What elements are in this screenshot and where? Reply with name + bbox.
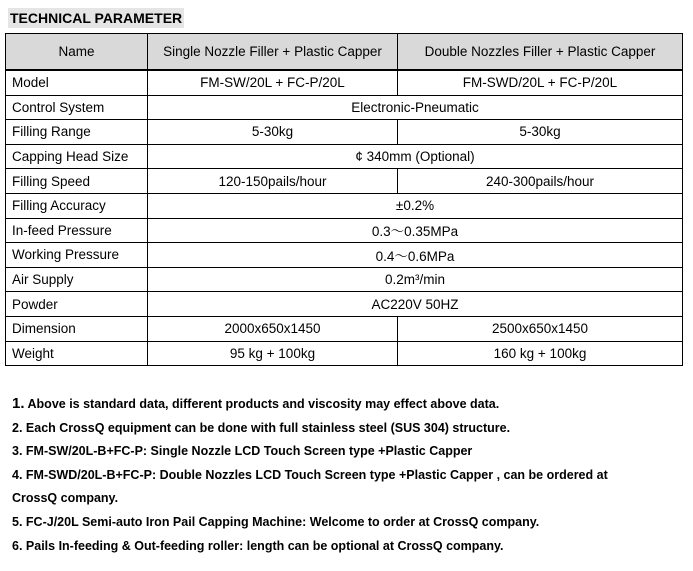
technical-parameter-table <box>5 33 683 366</box>
row-label: Filling Accuracy <box>6 193 148 218</box>
note-item <box>12 440 682 464</box>
row-label: Working Pressure <box>6 243 148 268</box>
row-label: Filling Speed <box>6 169 148 194</box>
value-double: 2500x650x1450 <box>398 316 683 341</box>
note-number: 5. <box>12 514 23 529</box>
header-name: Name <box>6 34 148 71</box>
value-shared: 0.2m³/min <box>148 267 683 292</box>
note-text: FC-J/20L Semi-auto Iron Pail Capping Machine: Welcome to order at CrossQ company. <box>22 514 540 529</box>
note-text: FM-SWD/20L-B+FC-P: Double Nozzles LCD Touch Screen type +Plastic Capper , can be ordered at <box>22 467 608 482</box>
header-double: Double Nozzles Filler + Plastic Capper <box>398 34 683 71</box>
value-double: 240-300pails/hour <box>398 169 683 194</box>
table-row-air-supply <box>6 267 683 292</box>
table-row-filling-speed <box>6 169 683 194</box>
value-double: 160 kg + 100kg <box>398 341 683 366</box>
value-single: FM-SW/20L + FC-P/20L <box>148 70 398 95</box>
note-item <box>12 392 682 417</box>
row-label: Dimension <box>6 316 148 341</box>
row-label: Model <box>6 70 148 95</box>
note-item <box>12 535 682 559</box>
row-label: Weight <box>6 341 148 366</box>
value-single: 95 kg + 100kg <box>148 341 398 366</box>
table-row-filling-accuracy <box>6 193 683 218</box>
table-row-infeed-pressure <box>6 218 683 243</box>
note-text: Above is standard data, different products and viscosity may effect above data. <box>24 397 500 411</box>
table-row-weight <box>6 341 683 366</box>
table-row-model <box>6 70 683 95</box>
value-single: 2000x650x1450 <box>148 316 398 341</box>
notes-list <box>12 392 682 558</box>
value-double: FM-SWD/20L + FC-P/20L <box>398 70 683 95</box>
note-item <box>12 464 682 488</box>
value-shared: 0.3～0.35MPa <box>148 218 683 243</box>
note-text: Pails In-feeding & Out-feeding roller: length can be optional at CrossQ company. <box>22 538 504 553</box>
value-single: 120-150pails/hour <box>148 169 398 194</box>
note-text: FM-SW/20L-B+FC-P: Single Nozzle LCD Touch Screen type +Plastic Capper <box>22 444 473 459</box>
note-number: 6. <box>12 538 23 553</box>
note-continuation: CrossQ company. <box>12 491 119 506</box>
table-header-row <box>6 34 683 71</box>
row-label: Filling Range <box>6 120 148 145</box>
value-shared: AC220V 50HZ <box>148 292 683 317</box>
row-label: Powder <box>6 292 148 317</box>
row-label: In-feed Pressure <box>6 218 148 243</box>
value-shared: ¢ 340mm (Optional) <box>148 144 683 169</box>
section-title: TECHNICAL PARAMETER <box>10 10 183 26</box>
table-row-working-pressure <box>6 243 683 268</box>
table-row-control-system <box>6 95 683 120</box>
value-double: 5-30kg <box>398 120 683 145</box>
row-label: Control System <box>6 95 148 120</box>
note-item <box>12 511 682 535</box>
row-label: Capping Head Size <box>6 144 148 169</box>
note-number: 4. <box>12 467 23 482</box>
value-shared: Electronic-Pneumatic <box>148 95 683 120</box>
value-shared: 0.4～0.6MPa <box>148 243 683 268</box>
note-number: 3. <box>12 444 23 459</box>
note-number: 1. <box>12 395 25 412</box>
table-row-capping-head-size <box>6 144 683 169</box>
value-single: 5-30kg <box>148 120 398 145</box>
table-row-dimension <box>6 316 683 341</box>
row-label: Air Supply <box>6 267 148 292</box>
note-text: Each CrossQ equipment can be done with full stainless steel (SUS 304) structure. <box>22 420 511 435</box>
note-item <box>12 417 682 441</box>
table-row-powder <box>6 292 683 317</box>
table-row-filling-range <box>6 120 683 145</box>
header-single: Single Nozzle Filler + Plastic Capper <box>148 34 398 71</box>
value-shared: ±0.2% <box>148 193 683 218</box>
note-number: 2. <box>12 420 23 435</box>
